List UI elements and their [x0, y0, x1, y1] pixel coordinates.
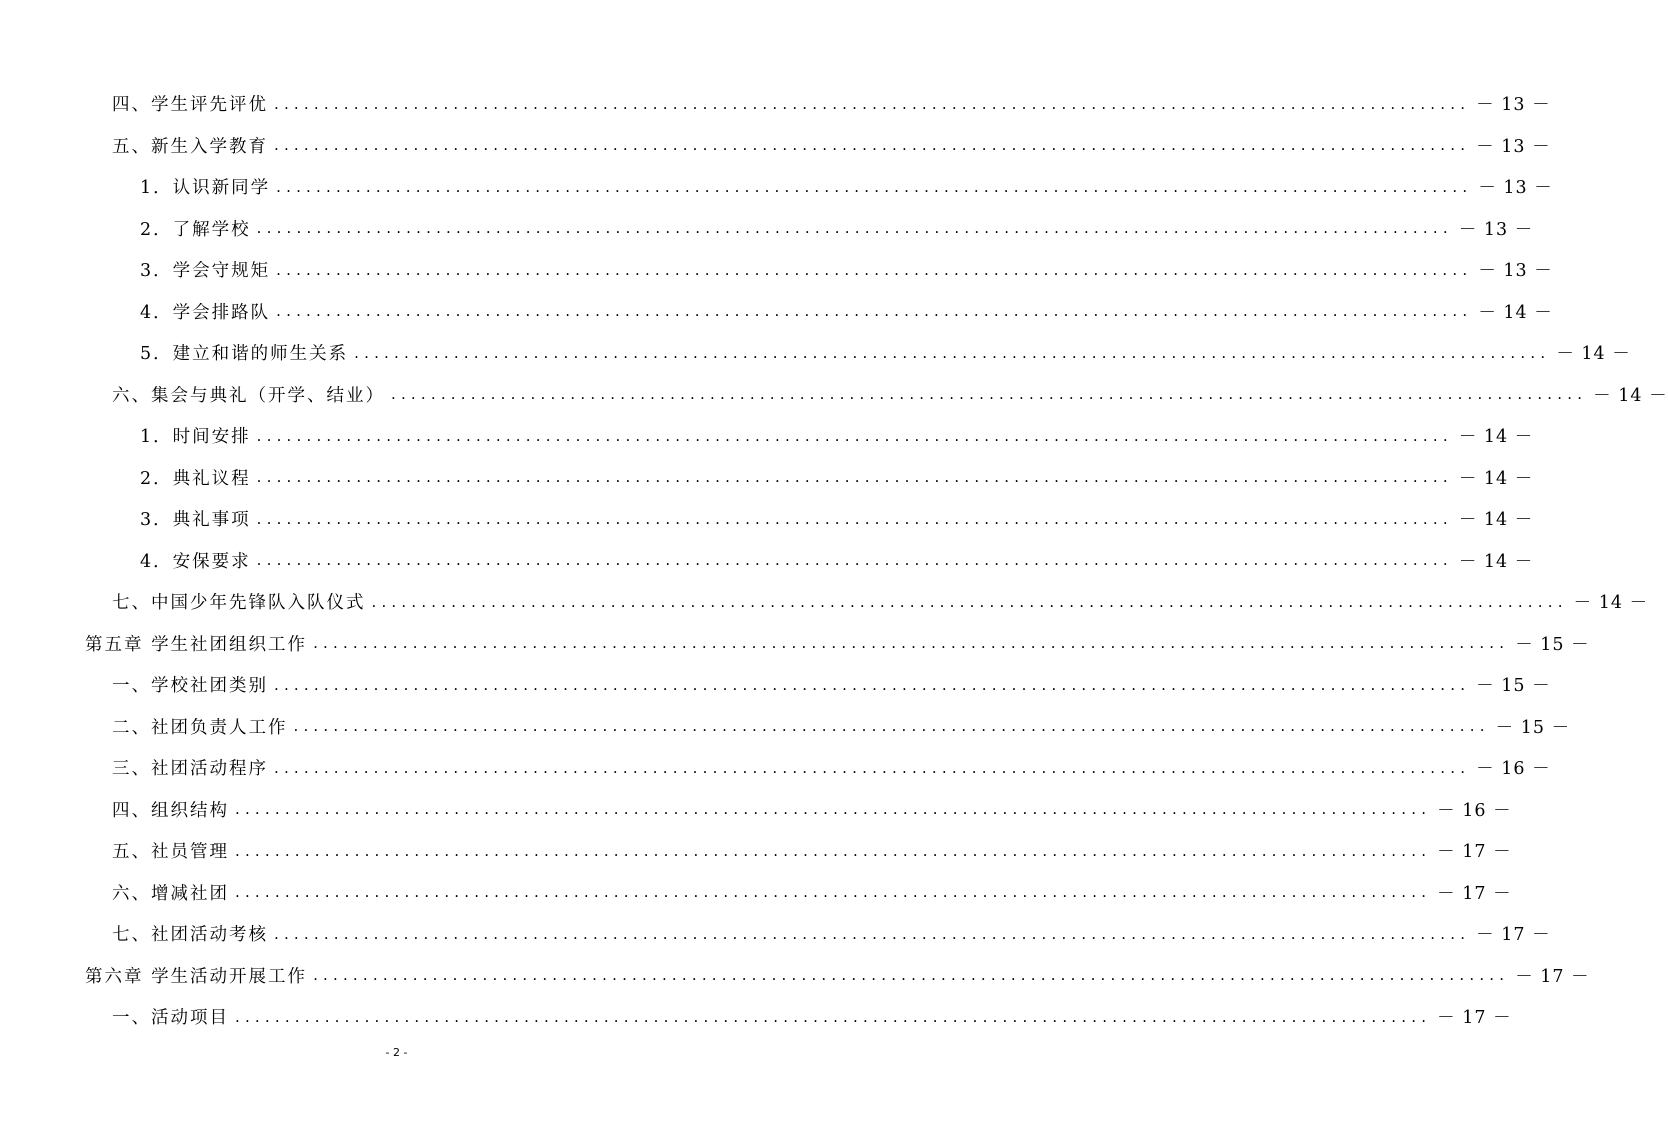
toc-entry-title: 六、集会与典礼（开学、结业） [112, 385, 385, 406]
toc-entry-title: 3．学会守规矩 [140, 261, 271, 282]
toc-entry[interactable] [0, 789, 1512, 831]
page-number: - 2 - [385, 1046, 408, 1059]
toc-entry-page: － 14 － [1458, 468, 1534, 489]
toc-entry[interactable] [0, 415, 1534, 457]
toc-entry[interactable] [0, 664, 1551, 706]
dot-leader: ........................................................................................................................ [354, 343, 1551, 362]
toc-entry-title: 第五章 学生社团组织工作 [85, 634, 308, 655]
toc-entry-title: 4．安保要求 [140, 551, 251, 572]
toc-entry-page: － 17 － [1437, 842, 1512, 863]
toc-entry-title: 第六章 学生活动开展工作 [85, 966, 308, 987]
toc-entry-page: － 14 － [1556, 344, 1631, 365]
toc-entry-page: － 13 － [1458, 219, 1534, 240]
toc-entry-page: － 14 － [1458, 510, 1534, 531]
dot-leader: ........................................................................................................................ [276, 177, 1473, 196]
toc-entry[interactable] [0, 747, 1551, 789]
toc-entry-page: － 16 － [1476, 759, 1551, 780]
dot-leader: ........................................................................................................................ [274, 675, 1471, 694]
dot-leader: ........................................................................................................................ [235, 841, 1432, 860]
toc-entry[interactable] [0, 457, 1534, 499]
dot-leader: ........................................................................................................................ [391, 385, 1588, 404]
dot-leader: ........................................................................................................................ [235, 883, 1432, 902]
toc-entry-page: － 16 － [1437, 800, 1512, 821]
dot-leader: ........................................................................................................................ [274, 758, 1471, 777]
toc-entry-title: 5．建立和谐的师生关系 [140, 344, 349, 365]
dot-leader: ........................................................................................................................ [371, 592, 1568, 611]
toc-entry-page: － 14 － [1573, 593, 1649, 614]
toc-entry[interactable] [0, 374, 1668, 416]
dot-leader: ........................................................................................................................ [235, 1007, 1432, 1026]
toc-entry[interactable] [0, 872, 1512, 914]
toc-entry-title: 2．典礼议程 [140, 468, 251, 489]
toc-entry-page: － 14 － [1593, 385, 1668, 406]
toc-entry-title: 一、学校社团类别 [112, 676, 268, 697]
dot-leader: ........................................................................................................................ [256, 426, 1453, 445]
toc-entry-page: － 13 － [1476, 136, 1551, 157]
toc-entry-title: 二、社团负责人工作 [112, 717, 288, 738]
toc-entry-page: － 14 － [1458, 427, 1534, 448]
toc-entry[interactable] [0, 996, 1512, 1038]
toc-entry[interactable] [0, 208, 1534, 250]
table-of-contents [0, 83, 1668, 1038]
toc-entry-page: － 17 － [1515, 966, 1590, 987]
toc-entry[interactable] [0, 125, 1551, 167]
toc-entry[interactable] [0, 706, 1571, 748]
dot-leader: ........................................................................................................................ [256, 219, 1453, 238]
toc-entry-title: 1．认识新同学 [140, 178, 271, 199]
toc-entry-title: 3．典礼事项 [140, 510, 251, 531]
toc-entry[interactable] [0, 249, 1553, 291]
dot-leader: ........................................................................................................................ [276, 260, 1473, 279]
toc-entry-page: － 17 － [1437, 1008, 1512, 1029]
toc-entry-title: 五、新生入学教育 [112, 136, 268, 157]
toc-entry-title: 4．学会排路队 [140, 302, 271, 323]
toc-entry-title: 三、社团活动程序 [112, 759, 268, 780]
dot-leader: ........................................................................................................................ [256, 551, 1453, 570]
toc-entry-page: － 15 － [1495, 717, 1571, 738]
toc-entry-title: 2．了解学校 [140, 219, 251, 240]
toc-entry-page: － 14 － [1458, 551, 1534, 572]
toc-entry-page: － 17 － [1437, 883, 1512, 904]
toc-entry-title: 四、组织结构 [112, 800, 229, 821]
toc-entry-page: － 17 － [1476, 925, 1551, 946]
dot-leader: ........................................................................................................................ [313, 634, 1510, 653]
dot-leader: ........................................................................................................................ [256, 468, 1453, 487]
dot-leader: ........................................................................................................................ [274, 94, 1471, 113]
toc-entry-page: － 15 － [1476, 676, 1551, 697]
toc-entry[interactable] [0, 581, 1649, 623]
toc-entry[interactable] [0, 332, 1631, 374]
toc-entry-page: － 13 － [1478, 261, 1553, 282]
toc-entry[interactable] [0, 540, 1534, 582]
dot-leader: ........................................................................................................................ [256, 509, 1453, 528]
toc-entry-title: 五、社员管理 [112, 842, 229, 863]
toc-entry-title: 七、中国少年先锋队入队仪式 [112, 593, 366, 614]
toc-entry-page: － 13 － [1476, 95, 1551, 116]
toc-entry-title: 六、增减社团 [112, 883, 229, 904]
toc-entry[interactable] [0, 913, 1551, 955]
toc-entry-page: － 13 － [1478, 178, 1553, 199]
toc-entry[interactable] [0, 830, 1512, 872]
toc-entry[interactable] [0, 83, 1551, 125]
toc-entry[interactable] [0, 498, 1534, 540]
toc-entry-page: － 14 － [1478, 302, 1553, 323]
toc-entry-title: 1．时间安排 [140, 427, 251, 448]
toc-entry[interactable] [0, 166, 1553, 208]
dot-leader: ........................................................................................................................ [274, 136, 1471, 155]
toc-entry-title: 四、学生评先评优 [112, 95, 268, 116]
dot-leader: ........................................................................................................................ [274, 924, 1471, 943]
dot-leader: ........................................................................................................................ [293, 717, 1490, 736]
dot-leader: ........................................................................................................................ [276, 302, 1473, 321]
toc-entry-title: 七、社团活动考核 [112, 925, 268, 946]
toc-entry[interactable] [0, 955, 1590, 997]
dot-leader: ........................................................................................................................ [313, 966, 1510, 985]
toc-entry[interactable] [0, 291, 1553, 333]
dot-leader: ........................................................................................................................ [235, 800, 1432, 819]
toc-entry[interactable] [0, 623, 1590, 665]
toc-entry-page: － 15 － [1515, 634, 1590, 655]
toc-entry-title: 一、活动项目 [112, 1008, 229, 1029]
